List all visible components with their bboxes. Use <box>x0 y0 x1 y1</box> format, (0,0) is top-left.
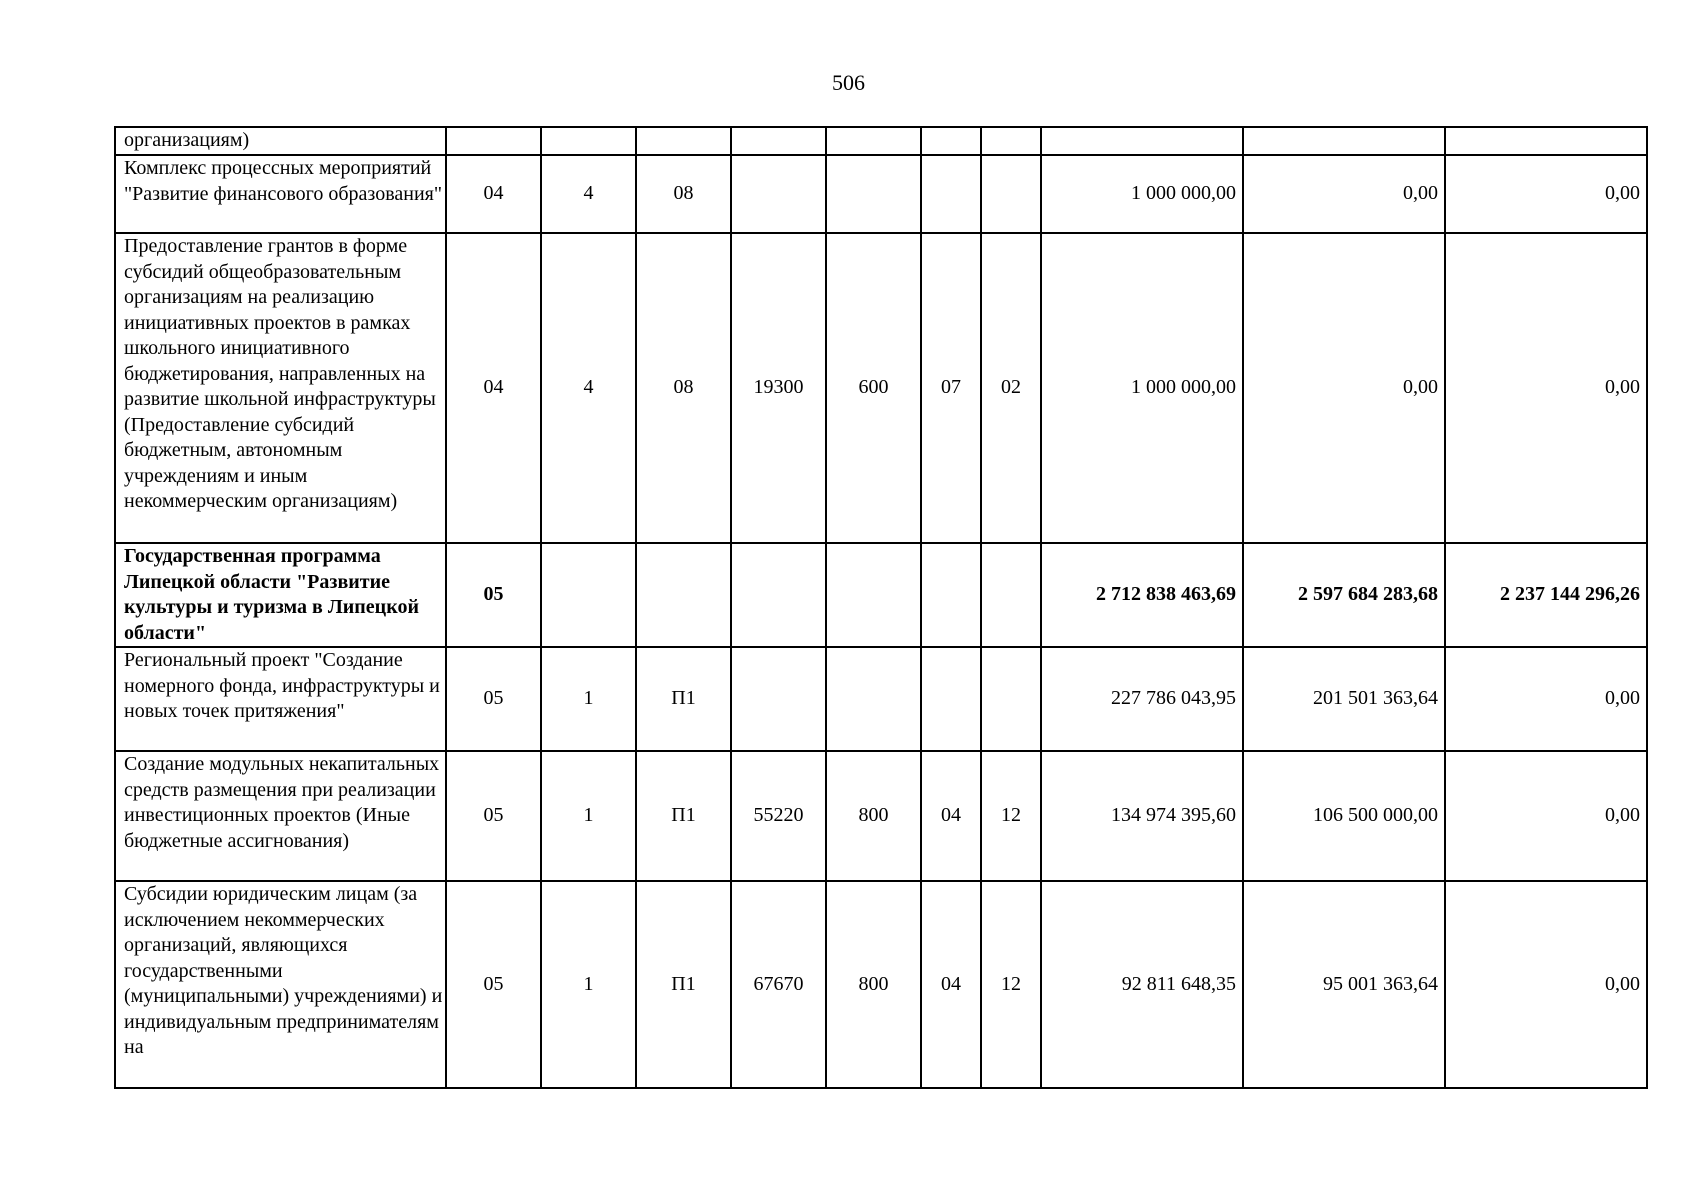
direction-code: 19300 <box>753 376 804 399</box>
amount-1-cell <box>1041 751 1243 881</box>
amount-3: 0,00 <box>1605 376 1640 399</box>
subprogram-code: 1 <box>583 687 594 710</box>
section-code-cell <box>921 543 981 647</box>
project-code-cell <box>636 155 731 233</box>
amount-3: 0,00 <box>1605 687 1640 710</box>
subsection-code: 12 <box>1001 972 1021 995</box>
row-name: организациям) <box>124 129 250 151</box>
amount-2: 0,00 <box>1403 182 1438 205</box>
amount-1-cell <box>1041 233 1243 543</box>
amount-1: 92 811 648,35 <box>1121 972 1236 995</box>
program-code-cell <box>446 647 541 751</box>
page-number: 506 <box>832 70 865 95</box>
subsection-code-cell <box>981 751 1041 881</box>
expense-type-code: 600 <box>858 376 889 399</box>
amount-1: 227 786 043,95 <box>1111 687 1236 710</box>
program-code-cell <box>446 155 541 233</box>
subsection-code-cell <box>981 647 1041 751</box>
expense-type-cell <box>826 751 921 881</box>
amount-3-cell <box>1445 751 1647 881</box>
amount-3: 0,00 <box>1605 182 1640 205</box>
direction-code-cell <box>731 881 826 1088</box>
project-code-cell <box>636 543 731 647</box>
project-code-cell <box>636 647 731 751</box>
project-code: 08 <box>673 182 694 205</box>
project-code-cell <box>636 881 731 1088</box>
amount-2: 2 597 684 283,68 <box>1298 583 1438 606</box>
row-name: Государственная программа Липецкой области "Развитие культуры и туризма в Липецкой области" <box>124 545 419 644</box>
section-code-cell <box>921 155 981 233</box>
project-code: 08 <box>673 376 694 399</box>
subprogram-code-cell <box>541 881 636 1088</box>
project-code: П1 <box>671 687 696 710</box>
amount-1: 2 712 838 463,69 <box>1096 583 1236 606</box>
table-row <box>115 647 1647 751</box>
direction-code: 55220 <box>753 804 804 827</box>
amount-2-cell <box>1243 233 1445 543</box>
expense-type-cell <box>826 647 921 751</box>
section-code-cell <box>921 647 981 751</box>
amount-3-cell <box>1445 881 1647 1088</box>
program-code: 05 <box>483 687 504 710</box>
expense-type-cell <box>826 233 921 543</box>
amount-2-cell <box>1243 155 1445 233</box>
expense-type-cell <box>826 543 921 647</box>
row-name-cell <box>115 881 446 1088</box>
subsection-code: 12 <box>1001 804 1021 827</box>
subsection-code-cell <box>981 881 1041 1088</box>
direction-code-cell <box>731 543 826 647</box>
program-code: 05 <box>483 583 504 606</box>
row-name: Региональный проект "Создание номерного фонда, инфраструктуры и новых точек притяжения" <box>124 649 440 722</box>
amount-1-cell <box>1041 881 1243 1088</box>
row-name: Субсидии юридическим лицам (за исключением некоммерческих организаций, являющихся государственными (муниципальными) учреждениями) и индивидуальным предпринимателям на <box>124 883 443 1058</box>
table-row <box>115 543 1647 647</box>
subsection-code-cell <box>981 543 1041 647</box>
program-code: 04 <box>483 376 504 399</box>
amount-1-cell <box>1041 155 1243 233</box>
amount-2: 95 001 363,64 <box>1323 972 1438 995</box>
program-code-cell <box>446 751 541 881</box>
subprogram-code-cell <box>541 543 636 647</box>
expense-type-code: 800 <box>858 804 889 827</box>
row-name-cell <box>115 233 446 543</box>
subprogram-code: 1 <box>583 804 594 827</box>
row-name-cell <box>115 751 446 881</box>
project-code: П1 <box>671 972 696 995</box>
program-code-cell <box>446 233 541 543</box>
amount-2-cell <box>1243 647 1445 751</box>
expense-type-cell <box>826 127 921 155</box>
section-code: 04 <box>941 972 961 995</box>
section-code: 04 <box>941 804 961 827</box>
subprogram-code: 4 <box>583 182 594 205</box>
section-code: 07 <box>941 376 961 399</box>
amount-3-cell <box>1445 543 1647 647</box>
subsection-code-cell <box>981 127 1041 155</box>
program-code-cell <box>446 127 541 155</box>
direction-code-cell <box>731 127 826 155</box>
expense-type-cell <box>826 155 921 233</box>
subsection-code-cell <box>981 155 1041 233</box>
amount-3: 2 237 144 296,26 <box>1500 583 1640 606</box>
amount-1: 1 000 000,00 <box>1131 376 1236 399</box>
amount-2-cell <box>1243 751 1445 881</box>
amount-2-cell <box>1243 543 1445 647</box>
table-row <box>115 881 1647 1088</box>
subprogram-code-cell <box>541 647 636 751</box>
amount-3: 0,00 <box>1605 972 1640 995</box>
table-row <box>115 751 1647 881</box>
direction-code-cell <box>731 647 826 751</box>
table-row <box>115 155 1647 233</box>
amount-2: 201 501 363,64 <box>1313 687 1438 710</box>
section-code-cell <box>921 881 981 1088</box>
program-code: 04 <box>483 182 504 205</box>
project-code-cell <box>636 127 731 155</box>
row-name-cell <box>115 543 446 647</box>
amount-1: 134 974 395,60 <box>1111 804 1236 827</box>
amount-2-cell <box>1243 127 1445 155</box>
table-row <box>115 127 1647 155</box>
amount-3-cell <box>1445 233 1647 543</box>
expense-type-cell <box>826 881 921 1088</box>
section-code-cell <box>921 751 981 881</box>
direction-code-cell <box>731 233 826 543</box>
amount-2-cell <box>1243 881 1445 1088</box>
row-name: Комплекс процессных мероприятий "Развитие финансового образования" <box>124 157 443 205</box>
program-code: 05 <box>483 804 504 827</box>
amount-1-cell <box>1041 127 1243 155</box>
amount-3: 0,00 <box>1605 804 1640 827</box>
amount-3-cell <box>1445 127 1647 155</box>
project-code-cell <box>636 751 731 881</box>
amount-3-cell <box>1445 155 1647 233</box>
program-code-cell <box>446 543 541 647</box>
subprogram-code-cell <box>541 233 636 543</box>
amount-1-cell <box>1041 543 1243 647</box>
amount-1: 1 000 000,00 <box>1131 182 1236 205</box>
amount-3-cell <box>1445 647 1647 751</box>
expense-type-code: 800 <box>858 972 889 995</box>
table-body <box>115 127 1647 1088</box>
row-name-cell <box>115 647 446 751</box>
subprogram-code: 4 <box>583 376 594 399</box>
subprogram-code-cell <box>541 155 636 233</box>
subprogram-code: 1 <box>583 972 594 995</box>
direction-code-cell <box>731 155 826 233</box>
project-code: П1 <box>671 804 696 827</box>
direction-code: 67670 <box>753 972 804 995</box>
table-row <box>115 233 1647 543</box>
subsection-code: 02 <box>1001 376 1021 399</box>
section-code-cell <box>921 233 981 543</box>
project-code-cell <box>636 233 731 543</box>
subsection-code-cell <box>981 233 1041 543</box>
subprogram-code-cell <box>541 127 636 155</box>
section-code-cell <box>921 127 981 155</box>
direction-code-cell <box>731 751 826 881</box>
subprogram-code-cell <box>541 751 636 881</box>
row-name: Создание модульных некапитальных средств размещения при реализации инвестиционных проектов (Иные бюджетные ассигнования) <box>124 753 440 852</box>
program-code-cell <box>446 881 541 1088</box>
budget-table <box>114 126 1648 1089</box>
amount-1-cell <box>1041 647 1243 751</box>
row-name: Предоставление грантов в форме субсидий общеобразовательным организациям на реализацию инициативных проектов в рамках школьного инициативного бюджетирования, направленных на развитие школьной инфраструктуры (Предоставление субсидий бюджетным, автономным учреждениям и иным некоммерческим организациям) <box>124 235 436 512</box>
amount-2: 106 500 000,00 <box>1313 804 1438 827</box>
row-name-cell <box>115 127 446 155</box>
amount-2: 0,00 <box>1403 376 1438 399</box>
program-code: 05 <box>483 972 504 995</box>
row-name-cell <box>115 155 446 233</box>
